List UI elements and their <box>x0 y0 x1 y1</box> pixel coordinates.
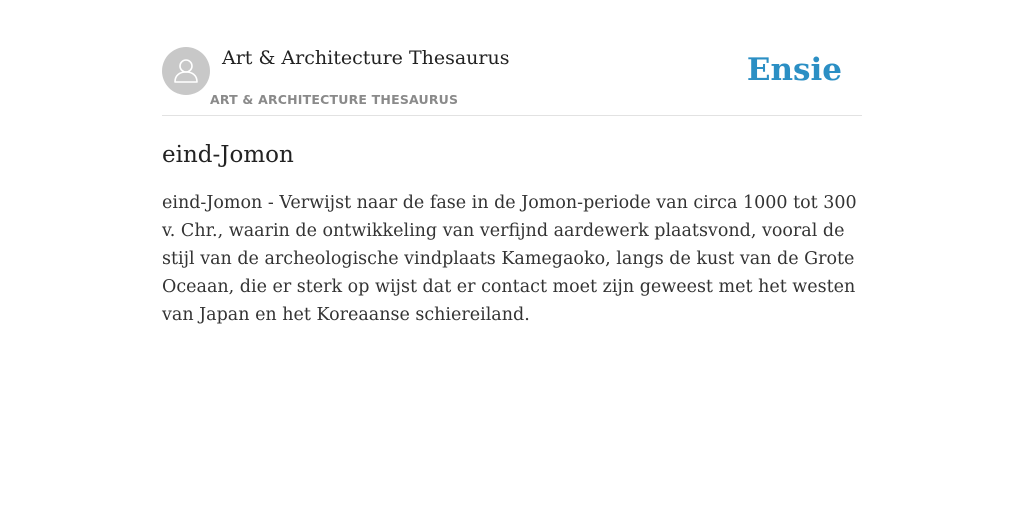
source-title[interactable]: Art & Architecture Thesaurus <box>222 47 510 69</box>
source-subtitle[interactable]: ART & ARCHITECTURE THESAURUS <box>210 92 459 107</box>
content-container <box>162 0 862 329</box>
user-icon <box>171 56 201 86</box>
avatar[interactable] <box>162 47 210 95</box>
entry-definition: eind-Jomon - Verwijst naar de fase in de Jomon-periode van circa 1000 tot 300 v. Chr., waarin de ontwikkeling van verfijnd aardewerk plaatsvond, vooral de stijl van de archeologische vindplaats Kamegaoko, langs de kust van de Grote Oceaan, die er sterk op wijst dat er contact moet zijn geweest met het westen van Japan en het Koreaanse schiereiland. <box>162 193 857 325</box>
entry-term: eind-Jomon <box>162 142 294 168</box>
entry-header <box>162 0 862 116</box>
brand-logo[interactable]: Ensie <box>746 52 842 88</box>
